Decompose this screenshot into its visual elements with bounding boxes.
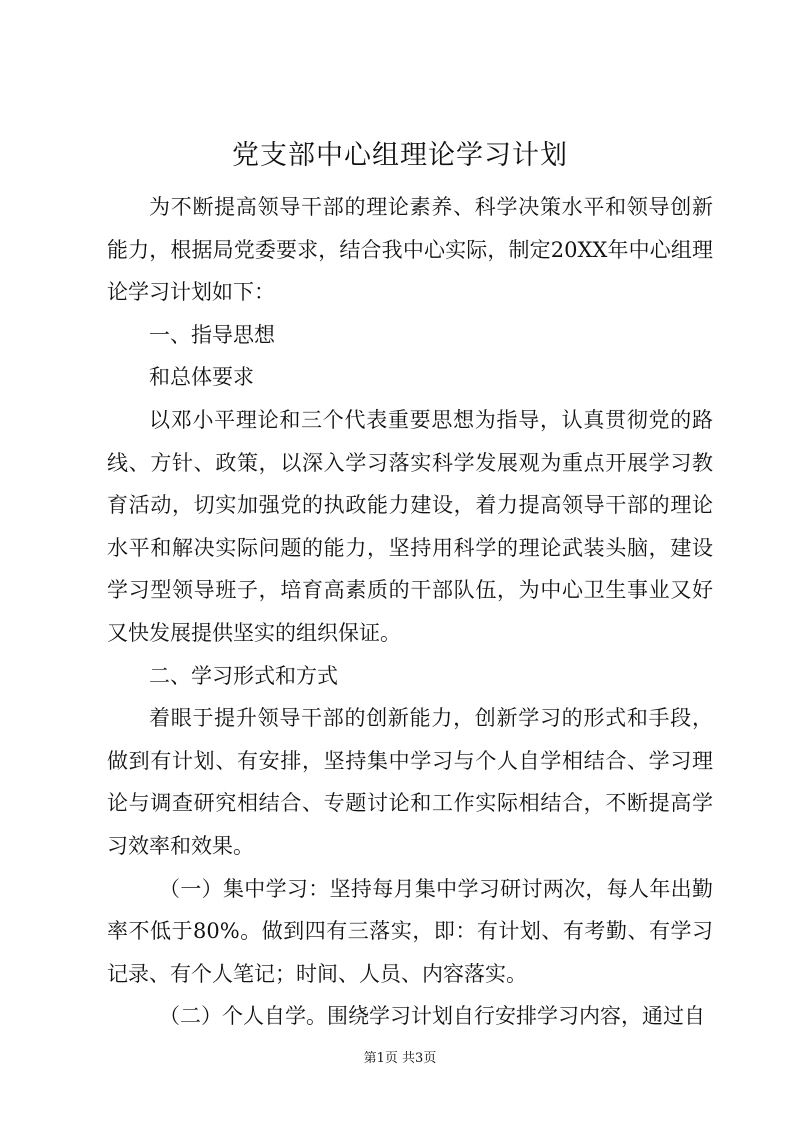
self-study-paragraph: （二）个人自学。围绕学习计划自行安排学习内容，通过自 [159, 1004, 705, 1029]
guiding-thought-paragraph: 以邓小平理论和三个代表重要思想为指导，认真贯彻党的路线、方针、政策，以深入学习落实科学发展观为重点开展学习教育活动，切实加强党的执政能力建设，着力提高领导干部的理论水平和解决实际问题的能力，坚持用科学的理论武装头脑，建设学习型领导班子，培育高素质的干部队伍，为中心卫生事业又好又快发展提供坚实的组织保证。 [107, 407, 713, 645]
section-heading-overall-requirements: 和总体要求 [149, 365, 254, 390]
centralized-study-paragraph: （一）集中学习：坚持每月集中学习研讨两次，每人年出勤率不低于80%。做到四有三落实，即：有计划、有考勤、有学习记录、有个人笔记；时间、人员、内容落实。 [107, 876, 713, 986]
study-forms-paragraph: 着眼于提升领导干部的创新能力，创新学习的形式和手段，做到有计划、有安排，坚持集中学习与个人自学相结合、学习理论与调查研究相结合、专题讨论和工作实际相结合，不断提高学习效率和效果。 [107, 706, 713, 858]
page-number-footer: 第1页 共3页 [363, 1051, 437, 1066]
document-body [107, 186, 713, 1038]
section-heading-study-forms: 二、学习形式和方式 [149, 663, 338, 688]
section-heading-guiding-thought: 一、指导思想 [149, 322, 275, 347]
intro-paragraph: 为不断提高领导干部的理论素养、科学决策水平和领导创新能力，根据局党委要求，结合我中心实际，制定20XX年中心组理论学习计划如下： [107, 195, 713, 305]
document-title: 党支部中心组理论学习计划 [232, 140, 568, 171]
